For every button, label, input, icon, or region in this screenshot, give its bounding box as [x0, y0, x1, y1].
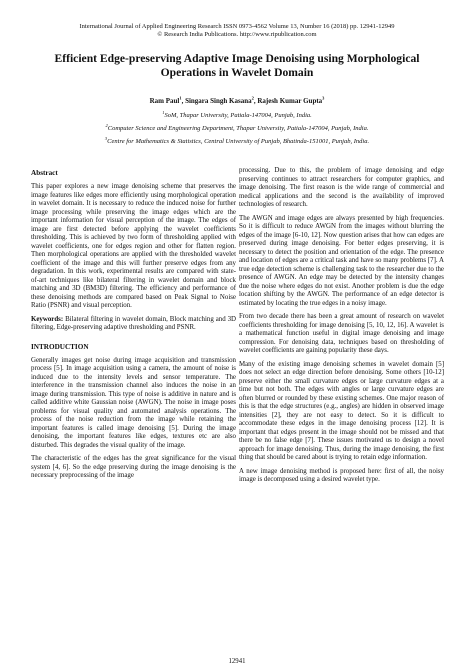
affiliation-1 — [0, 109, 474, 120]
keywords — [31, 316, 236, 333]
author-affiliation-mark: 1 — [179, 95, 182, 101]
intro-paragraph-2: The characteristic of the edges has the great significance for the visual system [4, 6]. So the edge preserving during the image denoising is the necessary preprocessing of the image — [31, 455, 236, 479]
paper-title — [30, 52, 444, 80]
author-name: Rajesh Kumar Gupta — [257, 97, 323, 105]
right-column — [239, 167, 444, 490]
author-name: Singara Singh Kasana — [185, 97, 252, 105]
left-column — [31, 169, 236, 486]
body-paragraph-2: The AWGN and image edges are always presented by high frequencies. So it is difficult to reduce AWGN from the images without blurring the edges of the image [6-10, 12]. Now question arises that how can edges are preserved during image denoising. For better edges preserving, it is necessary to detect the position and orientation of the edge. The presence and location of edges are a critical task and have so many problems [7]. A true edge detection scheme is challenging task to the researcher due to the presence of AWGN. An edge may be detected by the intensity changes due the noise where edges do not exist. Another problem is due the edge location shifting by the AWGN. The performance of an edge detector is estimated by locating the true edges in a noisy image. — [239, 214, 444, 307]
author-affiliation-mark: 2 — [251, 95, 254, 101]
abstract-heading: Abstract — [31, 169, 58, 177]
intro-paragraph-1: Generally images get noise during image acquisition and transmission process [5]. In image acquisition using a camera, the amount of noise is induced due to the intensity levels and sensor temperature. The interference in the transmission channel also induces the noise in an image during transmission. This type of noise is additive in nature and is called additive white Gaussian noise (AWGN). The noise in image poses problems for visual quality and automated analysis operations. The process of the noise reduction from the image while retaining the important features is called image denoising [5]. During the image denoising, the important features like edges, textures etc are also disturbed. This degrades the visual quality of the image. — [31, 356, 236, 449]
keywords-text: Bilateral filtering in wavelet domain, Block matching and 3D filtering, Edge-preserving adaptive thresholding and PSNR. — [31, 315, 236, 331]
body-paragraph-5: A new image denoising method is proposed here: first of all, the noisy image is decomposed using a desired wavelet type. — [239, 467, 444, 483]
journal-info-line: International Journal of Applied Engineering Research ISSN 0973-4562 Volume 13, Number 16 (2018) pp. 12941-12949 — [79, 23, 395, 30]
affiliation-text: SoM, Thapar University, Patiala-147004, Punjab, India. — [164, 112, 312, 119]
affiliation-2 — [0, 122, 474, 133]
keywords-label: Keywords: — [31, 315, 64, 323]
affiliation-text: Computer Science and Engineering Department, Thapar University, Patiala-147004, Punjab, India. — [107, 125, 369, 132]
author-affiliation-mark: 3 — [322, 95, 325, 101]
affiliation-text: Centre for Mathematics & Statistics, Central University of Punjab, Bhatinda-151001, Punjab, India. — [107, 138, 370, 145]
paper-title-line-2: Operations in Wavelet Domain — [160, 66, 314, 79]
author-separator: , — [181, 97, 186, 105]
affiliation-mark: 3 — [104, 135, 108, 141]
page-number: 12941 — [228, 658, 246, 665]
affiliation-3 — [0, 135, 474, 146]
introduction-heading: INTRODUCTION — [31, 342, 89, 351]
body-paragraph-3: From two decade there has been a great amount of research on wavelet coefficients thresholding for image denoising [5, 10, 12, 16]. A wavelet is a mathematical function useful in digital image denoising and image compression. For denoising data, techniques based on thresholding of wavelet coefficients are gaining popularity these days. — [239, 313, 444, 354]
paper-title-line-1: Efficient Edge-preserving Adaptive Image Denoising using Morphological — [54, 52, 420, 65]
body-paragraph-4: Many of the existing image denoising schemes in wavelet domain [5] does not select an edge direction before denoising. Some others [10-12] preserve either the small curvature edges or large curvature edges at a time but not both. The edges with angles or large curvature edges are often blurred or rounded by these existing schemes. One major reason of this is that the edge structures (e.g., angles) are hidden in observed image intensities [2], they are not easy to detect. So it is difficult to accommodate these edges in the image denoising process [12]. It is important that edges present in the image should not be missed and that there be no false edge [7]. These issues motivated us to design a novel approach for image denoising. Thus, during the image denoising, the first thing that should be cared about is trying to retain edge information. — [239, 360, 444, 461]
author-list — [0, 97, 474, 106]
author-separator: , — [253, 97, 258, 105]
author-name: Ram Paul — [149, 97, 180, 105]
abstract-text: This paper explores a new image denoising scheme that preserves the image features like edges more efficiently using morphological operation in wavelet domain. It is necessary to reduce the induced noise for further image processing while preserving the image edges which are the important information for visual perception of the image. The edges of image are first detected before applying the wavelet coefficients thresholding. This is achieved by two form of thresholding applied with wavelet coefficients, one for edges region and other for flatten region. Then morphological operations are applied with the thresholded wavelet coefficient of the image and this will further preserve edges from any degradation. In this work, experimental results are compared with state-of-art techniques like bilateral filtering in wavelet domain and block matching and 3D (BM3D) filtering. The efficiency and performance of these denoising methods are compared based on Peak Signal to Noise Ratio (PSNR) and visual perception. — [31, 183, 236, 309]
affiliation-mark: 2 — [105, 122, 108, 128]
affiliation-mark: 1 — [162, 109, 165, 115]
body-paragraph-1: processing. Due to this, the problem of image denoising and edge preserving continues to attract researchers for computer graphics, and image denoising. The first reason is the wide range of commercial and medical applications and the second is the availability of improved technologies of research. — [239, 167, 444, 208]
publisher-line: © Research India Publications. http://www.ripublication.com — [157, 31, 317, 38]
